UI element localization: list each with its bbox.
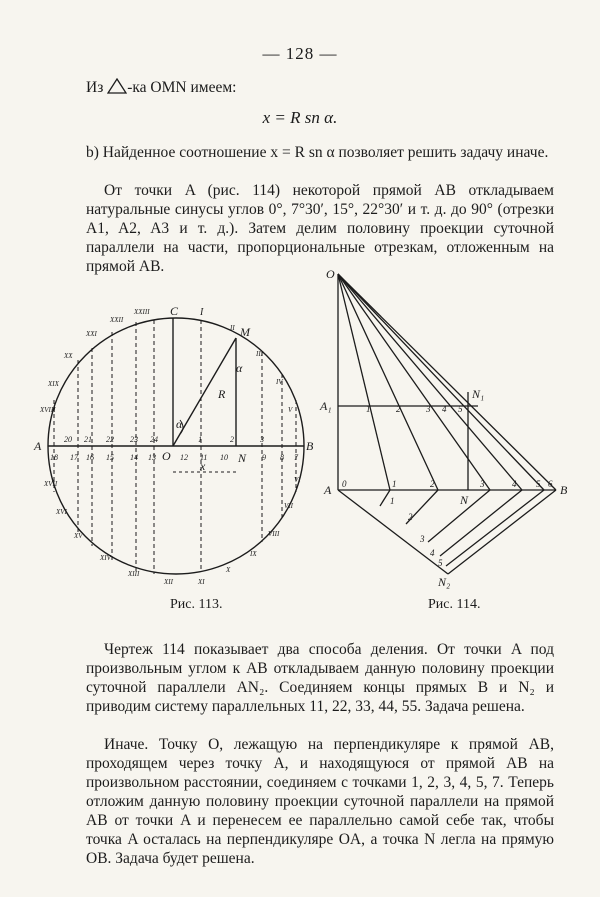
ray-1 <box>338 274 390 490</box>
num-14: 14 <box>130 453 138 462</box>
ray-4 <box>338 274 522 490</box>
side-num-3: 3 <box>420 534 425 544</box>
svg-text:XX: XX <box>64 352 73 360</box>
svg-text:VII: VII <box>284 502 293 510</box>
svg-text:XVI: XVI <box>56 508 67 516</box>
label-c: C <box>170 304 179 318</box>
paragraph-1: От точки A (рис. 114) некоторой прямой AB откладываем натуральные синусы углов 0°, 7°30′, 15°, 22°30′ и т. д. до 90° (отрезки A1, A2, A3 и т. д.). Затем делим половину проекции суточной параллели на части, пропорциональные отрезкам, отложенным на прямой AB. <box>86 182 554 275</box>
ray-2 <box>338 274 438 490</box>
label-a: A <box>34 439 42 453</box>
svg-text:X: X <box>226 566 231 574</box>
vertical-dashed-lines <box>54 320 296 574</box>
ab-num-6: 6 <box>548 479 553 489</box>
side-num-5: 5 <box>438 558 443 568</box>
paragraph-2: Чертеж 114 показывает два способа деления. От точки A под произвольным углом к AB откладываем данную половину проекции суточной параллели AN₂. Соединяем концы прямых B и N₂ и приводим систему параллельных 11, 22, 33, 44, 55. Задача решена. <box>86 641 554 715</box>
svg-text:IX: IX <box>250 550 257 558</box>
figure-113 <box>30 300 320 590</box>
ab-num-5: 5 <box>536 479 541 489</box>
svg-text:XII: XII <box>164 578 173 586</box>
triangle-icon <box>107 78 127 94</box>
svg-text:XIX: XIX <box>48 380 59 388</box>
svg-text:XXII: XXII <box>110 316 124 324</box>
num-20: 20 <box>64 435 72 444</box>
label-a: A <box>324 483 332 497</box>
num-10: 10 <box>220 453 228 462</box>
svg-text:II: II <box>230 324 235 332</box>
num-2: 2 <box>230 435 234 444</box>
intro-post: -ка OMN имеем: <box>127 79 237 96</box>
top-num-4: 4 <box>442 404 447 414</box>
top-num-2: 2 <box>396 404 401 414</box>
num-8: 8 <box>280 453 284 462</box>
formula: x = R sn α. <box>262 108 338 127</box>
parallel-3 <box>428 490 490 542</box>
label-m: M <box>240 325 250 339</box>
parallel-1 <box>380 490 390 506</box>
num-24: 24 <box>150 435 158 444</box>
svg-text:III: III <box>256 350 263 358</box>
svg-text:XVII: XVII <box>44 480 58 488</box>
figure-114 <box>310 262 595 592</box>
num-18: 18 <box>50 453 58 462</box>
num-15: 15 <box>106 453 114 462</box>
label-o: O <box>162 449 171 463</box>
ab-num-2: 2 <box>430 479 435 489</box>
ab-num-0: 0 <box>342 479 347 489</box>
svg-text:XIII: XIII <box>128 570 140 578</box>
label-i: I <box>200 307 204 318</box>
label-n2: N₂ <box>438 575 451 589</box>
label-b: B <box>306 439 314 453</box>
top-num-3: 3 <box>426 404 431 414</box>
paragraph-b: b) Найденное соотношение x = R sn α позволяет решить задачу иначе. <box>86 144 549 161</box>
num-21: 21 <box>84 435 92 444</box>
ab-num-4: 4 <box>512 479 517 489</box>
svg-text:IV: IV <box>276 378 283 386</box>
num-16: 16 <box>86 453 94 462</box>
ray-5 <box>338 274 544 490</box>
num-12: 12 <box>180 453 188 462</box>
caption-113: Рис. 113. <box>170 597 223 612</box>
label-alpha-2: α <box>236 361 243 375</box>
svg-text:VIII: VIII <box>268 530 280 538</box>
top-num-5: 5 <box>458 404 463 414</box>
num-23: 23 <box>130 435 138 444</box>
paragraph-3: Иначе. Точку O, лежащую на перпендикуляре к прямой AB, проходящем через точку A, и находящуюся от прямой AB на произвольном расстоянии, соединяем с точками 1, 2, 3, 4, 5, 7. Теперь отложим данную половину проекции суточной параллели на прямой AB от точки A и перенесем ее параллельно самой себе так, чтобы точка A осталась на перпендикуляре OA, а точка N легла на прямую OB. Задача будет решена. <box>86 736 554 867</box>
num-22: 22 <box>106 435 114 444</box>
intro-pre: Из <box>86 79 108 96</box>
top-num-1: 1 <box>366 404 371 414</box>
side-num-1: 1 <box>390 496 395 506</box>
svg-text:V: V <box>288 406 293 414</box>
label-alpha: α <box>176 417 183 431</box>
num-7: 7 <box>294 453 298 462</box>
num-1: 1 <box>198 435 202 444</box>
svg-text:XIV: XIV <box>100 554 111 562</box>
label-r: R <box>218 387 226 401</box>
num-17: 17 <box>70 453 78 462</box>
num-9: 9 <box>262 453 266 462</box>
label-n1: N₁ <box>472 387 485 401</box>
ab-num-3: 3 <box>480 479 485 489</box>
svg-text:XXI: XXI <box>86 330 97 338</box>
ab-num-1: 1 <box>392 479 397 489</box>
intro-line <box>86 78 554 97</box>
label-b: B <box>560 483 568 497</box>
label-a1: A₁ <box>320 399 332 413</box>
svg-text:XVIII: XVIII <box>40 406 56 414</box>
label-o: O <box>326 267 335 281</box>
parallel-4 <box>440 490 522 556</box>
ray-ob <box>338 274 556 490</box>
side-num-2: 2 <box>408 512 413 522</box>
num-11: 11 <box>200 453 208 462</box>
svg-text:XV: XV <box>74 532 83 540</box>
label-n: N <box>238 451 247 465</box>
num-3: 3 <box>260 435 264 444</box>
svg-text:XXIII: XXIII <box>134 308 150 316</box>
caption-114: Рис. 114. <box>428 597 481 612</box>
label-x: x <box>200 459 206 473</box>
ray-3 <box>338 274 490 490</box>
label-n: N <box>460 493 469 507</box>
svg-text:VI: VI <box>294 476 301 484</box>
num-13: 13 <box>148 453 156 462</box>
svg-text:XI: XI <box>198 578 205 586</box>
page-number: — 128 — <box>262 44 338 63</box>
side-num-4: 4 <box>430 548 435 558</box>
